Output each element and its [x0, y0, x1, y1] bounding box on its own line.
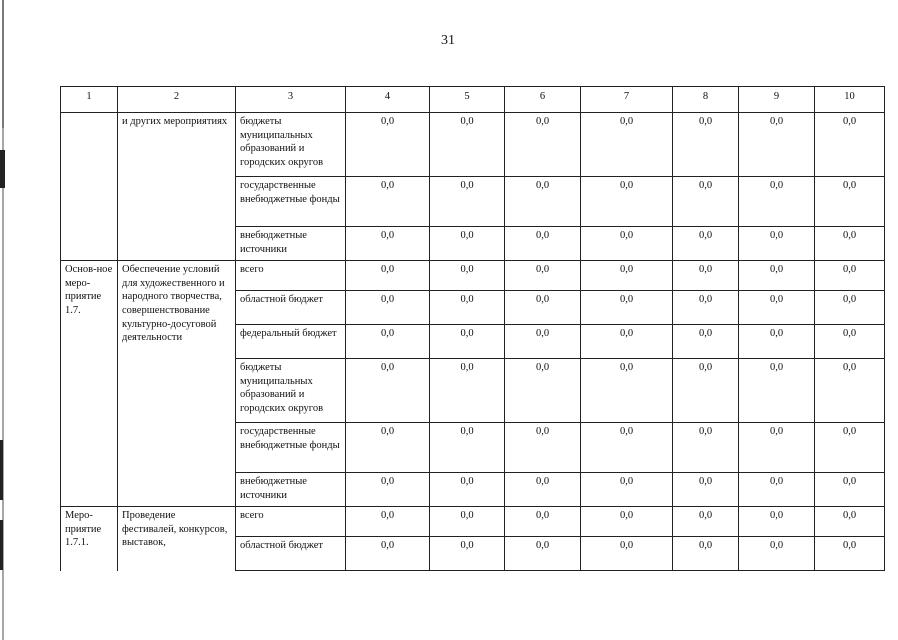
measure-code: Основ-ное меро-приятие 1.7.	[61, 261, 118, 507]
table-row	[61, 507, 885, 537]
value-cell: 0,0	[505, 177, 581, 227]
value-cell: 0,0	[739, 359, 815, 423]
value-cell: 0,0	[430, 261, 505, 291]
value-cell: 0,0	[505, 507, 581, 537]
value-cell: 0,0	[815, 507, 885, 537]
page-number: 31	[441, 33, 455, 48]
value-cell: 0,0	[673, 359, 739, 423]
funding-source: государственные внебюджетные фонды	[236, 177, 346, 227]
value-cell: 0,0	[430, 423, 505, 473]
value-cell: 0,0	[673, 291, 739, 325]
value-cell: 0,0	[673, 261, 739, 291]
table-row	[61, 113, 885, 177]
value-cell: 0,0	[430, 359, 505, 423]
measure-code: Меро-приятие 1.7.1.	[61, 507, 118, 571]
value-cell: 0,0	[739, 423, 815, 473]
value-cell: 0,0	[581, 423, 673, 473]
value-cell: 0,0	[430, 227, 505, 261]
value-cell: 0,0	[581, 325, 673, 359]
value-cell: 0,0	[673, 537, 739, 571]
funding-source: государственные внебюджетные фонды	[236, 423, 346, 473]
value-cell: 0,0	[581, 113, 673, 177]
funding-source: областной бюджет	[236, 537, 346, 571]
value-cell: 0,0	[505, 537, 581, 571]
value-cell: 0,0	[815, 537, 885, 571]
value-cell: 0,0	[815, 261, 885, 291]
value-cell: 0,0	[815, 325, 885, 359]
value-cell: 0,0	[815, 177, 885, 227]
column-header: 7	[581, 87, 673, 113]
value-cell: 0,0	[739, 537, 815, 571]
value-cell: 0,0	[346, 227, 430, 261]
value-cell: 0,0	[505, 325, 581, 359]
value-cell: 0,0	[739, 113, 815, 177]
value-cell: 0,0	[739, 291, 815, 325]
value-cell: 0,0	[346, 537, 430, 571]
value-cell: 0,0	[430, 473, 505, 507]
value-cell: 0,0	[505, 113, 581, 177]
column-header: 1	[61, 87, 118, 113]
value-cell: 0,0	[739, 325, 815, 359]
value-cell: 0,0	[581, 177, 673, 227]
value-cell: 0,0	[430, 291, 505, 325]
scan-mark	[0, 440, 3, 500]
value-cell: 0,0	[739, 261, 815, 291]
column-header: 8	[673, 87, 739, 113]
funding-source: внебюджетные источники	[236, 473, 346, 507]
value-cell: 0,0	[346, 113, 430, 177]
value-cell: 0,0	[815, 227, 885, 261]
header-row	[61, 87, 885, 113]
value-cell: 0,0	[739, 473, 815, 507]
value-cell: 0,0	[815, 473, 885, 507]
value-cell: 0,0	[430, 507, 505, 537]
value-cell: 0,0	[581, 537, 673, 571]
value-cell: 0,0	[505, 473, 581, 507]
table-row	[61, 261, 885, 291]
measure-name: Проведение фестивалей, конкурсов, выставок,	[118, 507, 236, 571]
value-cell: 0,0	[505, 423, 581, 473]
value-cell: 0,0	[815, 291, 885, 325]
value-cell: 0,0	[346, 473, 430, 507]
value-cell: 0,0	[346, 325, 430, 359]
funding-source: областной бюджет	[236, 291, 346, 325]
value-cell: 0,0	[581, 291, 673, 325]
column-header: 4	[346, 87, 430, 113]
value-cell: 0,0	[581, 359, 673, 423]
value-cell: 0,0	[739, 507, 815, 537]
value-cell: 0,0	[430, 537, 505, 571]
value-cell: 0,0	[673, 473, 739, 507]
value-cell: 0,0	[505, 227, 581, 261]
column-header: 9	[739, 87, 815, 113]
value-cell: 0,0	[581, 261, 673, 291]
funding-source: федеральный бюджет	[236, 325, 346, 359]
value-cell: 0,0	[673, 507, 739, 537]
value-cell: 0,0	[673, 113, 739, 177]
column-header: 10	[815, 87, 885, 113]
column-header: 5	[430, 87, 505, 113]
value-cell: 0,0	[505, 261, 581, 291]
value-cell: 0,0	[739, 177, 815, 227]
value-cell: 0,0	[815, 423, 885, 473]
table-body	[61, 113, 885, 571]
value-cell: 0,0	[430, 113, 505, 177]
value-cell: 0,0	[815, 113, 885, 177]
value-cell: 0,0	[739, 227, 815, 261]
scan-mark	[0, 150, 5, 188]
funding-source: всего	[236, 507, 346, 537]
value-cell: 0,0	[346, 177, 430, 227]
value-cell: 0,0	[815, 359, 885, 423]
value-cell: 0,0	[673, 423, 739, 473]
funding-source: бюджеты муниципальных образований и городских округов	[236, 359, 346, 423]
value-cell: 0,0	[581, 507, 673, 537]
value-cell: 0,0	[346, 507, 430, 537]
value-cell: 0,0	[505, 359, 581, 423]
funding-source: всего	[236, 261, 346, 291]
value-cell: 0,0	[673, 227, 739, 261]
column-header: 6	[505, 87, 581, 113]
value-cell: 0,0	[581, 473, 673, 507]
column-header: 3	[236, 87, 346, 113]
value-cell: 0,0	[430, 177, 505, 227]
measure-code	[61, 113, 118, 261]
value-cell: 0,0	[505, 291, 581, 325]
value-cell: 0,0	[346, 359, 430, 423]
value-cell: 0,0	[673, 177, 739, 227]
measure-name: Обеспечение условий для художественного и народного творчества, совершенствование культурно-досуговой деятельности	[118, 261, 236, 507]
column-header: 2	[118, 87, 236, 113]
value-cell: 0,0	[346, 261, 430, 291]
value-cell: 0,0	[346, 291, 430, 325]
scan-mark	[0, 520, 3, 570]
budget-table	[60, 86, 885, 571]
funding-source: внебюджетные источники	[236, 227, 346, 261]
value-cell: 0,0	[581, 227, 673, 261]
value-cell: 0,0	[346, 423, 430, 473]
measure-name: и других мероприятиях	[118, 113, 236, 261]
value-cell: 0,0	[430, 325, 505, 359]
value-cell: 0,0	[673, 325, 739, 359]
funding-source: бюджеты муниципальных образований и городских округов	[236, 113, 346, 177]
